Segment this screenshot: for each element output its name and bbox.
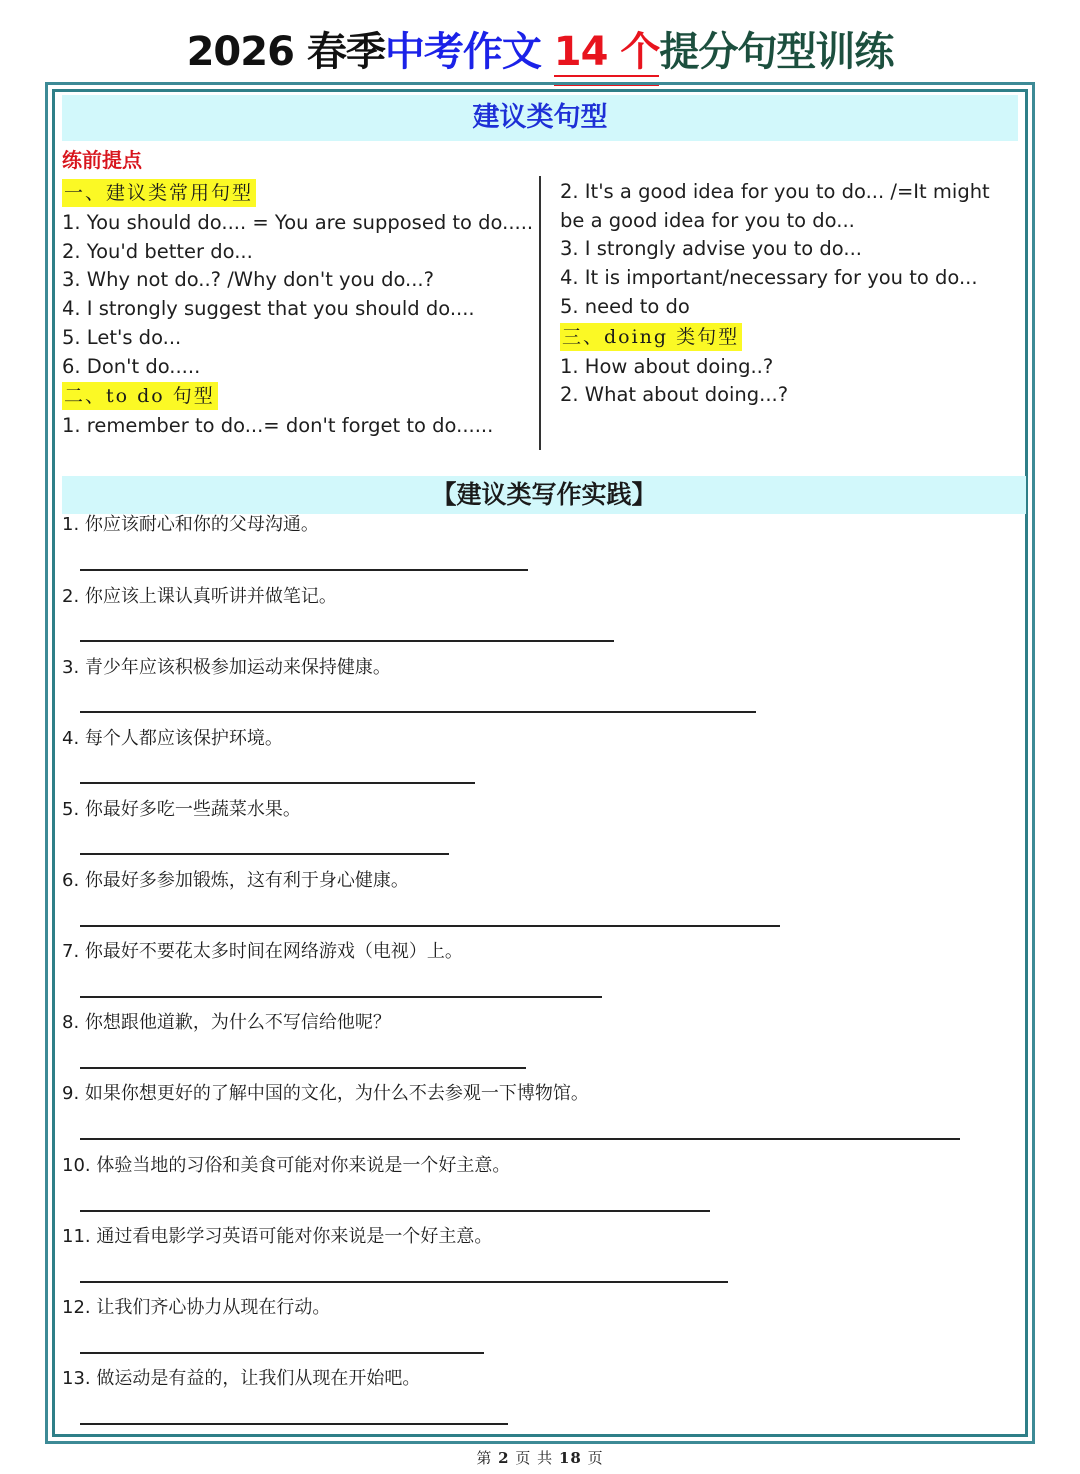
heading-to-do-patterns: 二、to do 句型 xyxy=(62,382,218,410)
exercise-item xyxy=(62,1153,510,1179)
answer-line[interactable] xyxy=(80,569,528,571)
exercise-prompt: 8. 你想跟他道歉，为什么不写信给他呢？ xyxy=(62,1012,391,1033)
answer-line[interactable] xyxy=(80,853,449,855)
exercise-item xyxy=(62,1010,391,1036)
answer-line[interactable] xyxy=(80,996,602,998)
heading-common-patterns: 一、建议类常用句型 xyxy=(62,179,256,207)
exercise-prompt: 12. 让我们齐心协力从现在行动。 xyxy=(62,1297,331,1318)
pattern-item: 4. It is important/necessary for you to do... xyxy=(560,266,978,290)
exercise-prompt: 5. 你最好多吃一些蔬菜水果。 xyxy=(62,799,301,820)
total-page-count: 18 xyxy=(558,1449,582,1467)
section-header: 建议类句型 xyxy=(62,95,1018,141)
answer-line[interactable] xyxy=(80,1067,526,1069)
pattern-item: 3. Why not do..? /Why don't you do...? xyxy=(62,268,434,292)
title-count: 14 个 xyxy=(554,24,660,80)
answer-line[interactable] xyxy=(80,1352,484,1354)
exercise-item xyxy=(62,1295,330,1321)
current-page-number: 2 xyxy=(498,1449,510,1467)
pattern-item: 1. How about doing..? xyxy=(560,354,774,378)
exercise-item xyxy=(62,1366,420,1392)
pattern-item: 5. Let's do... xyxy=(62,325,182,349)
exercise-prompt: 9. 如果你想更好的了解中国的文化，为什么不去参观一下博物馆。 xyxy=(62,1083,589,1104)
answer-line[interactable] xyxy=(80,1423,508,1425)
answer-line[interactable] xyxy=(80,1210,710,1212)
left-column xyxy=(62,178,532,441)
title-subject: 中考作文 xyxy=(384,29,554,75)
footer-suffix: 页 xyxy=(587,1449,604,1467)
exercise-prompt: 2. 你应该上课认真听讲并做笔记。 xyxy=(62,586,337,607)
exercise-item xyxy=(62,1224,492,1250)
tips-label: 练前提点 xyxy=(62,148,142,172)
exercise-item xyxy=(62,1081,589,1107)
title-topic: 提分句型训练 xyxy=(659,29,894,75)
page-footer xyxy=(0,1447,1080,1468)
answer-line[interactable] xyxy=(80,782,475,784)
exercise-prompt: 6. 你最好多参加锻炼，这有利于身心健康。 xyxy=(62,870,409,891)
exercise-item xyxy=(62,868,409,894)
exercise-item xyxy=(62,726,283,752)
exercise-prompt: 4. 每个人都应该保护环境。 xyxy=(62,728,283,749)
exercise-item xyxy=(62,655,391,681)
pattern-item: 3. I strongly advise you to do... xyxy=(560,237,862,261)
exercise-item xyxy=(62,939,463,965)
practice-header: 【建议类写作实践】 xyxy=(62,476,1026,514)
exercise-prompt: 10. 体验当地的习俗和美食可能对你来说是一个好主意。 xyxy=(62,1155,511,1176)
footer-mid: 页 共 xyxy=(515,1449,554,1467)
answer-line[interactable] xyxy=(80,925,780,927)
exercise-prompt: 3. 青少年应该积极参加运动来保持健康。 xyxy=(62,657,391,678)
exercise-prompt: 11. 通过看电影学习英语可能对你来说是一个好主意。 xyxy=(62,1226,493,1247)
pattern-item: 5. need to do xyxy=(560,294,690,318)
answer-line[interactable] xyxy=(80,640,614,642)
right-column xyxy=(560,178,1020,410)
column-divider xyxy=(539,176,541,450)
exercise-item xyxy=(62,512,319,538)
title-year-season: 2026 春季 xyxy=(186,29,385,75)
pattern-item: 4. I strongly suggest that you should do.... xyxy=(62,297,475,321)
exercise-item xyxy=(62,584,337,610)
pattern-item: 2. You'd better do... xyxy=(62,239,253,263)
pattern-item: 2. What about doing...? xyxy=(560,383,789,407)
footer-prefix: 第 xyxy=(476,1449,493,1467)
page-title xyxy=(0,24,1080,80)
pattern-item: 1. remember to do...= don't forget to do...... xyxy=(62,414,494,438)
exercise-prompt: 7. 你最好不要花太多时间在网络游戏（电视）上。 xyxy=(62,941,463,962)
answer-line[interactable] xyxy=(80,1281,728,1283)
answer-line[interactable] xyxy=(80,711,756,713)
answer-line[interactable] xyxy=(80,1138,960,1140)
exercise-prompt: 1. 你应该耐心和你的父母沟通。 xyxy=(62,514,319,535)
exercise-item xyxy=(62,797,301,823)
heading-doing-patterns: 三、doing 类句型 xyxy=(560,323,742,351)
pattern-item: 6. Don't do..... xyxy=(62,354,201,378)
pattern-item: 2. It's a good idea for you to do... /=It might be a good idea for you to do... xyxy=(560,180,990,232)
exercise-prompt: 13. 做运动是有益的，让我们从现在开始吧。 xyxy=(62,1368,421,1389)
pattern-item: 1. You should do.... = You are supposed to do..... xyxy=(62,211,534,234)
